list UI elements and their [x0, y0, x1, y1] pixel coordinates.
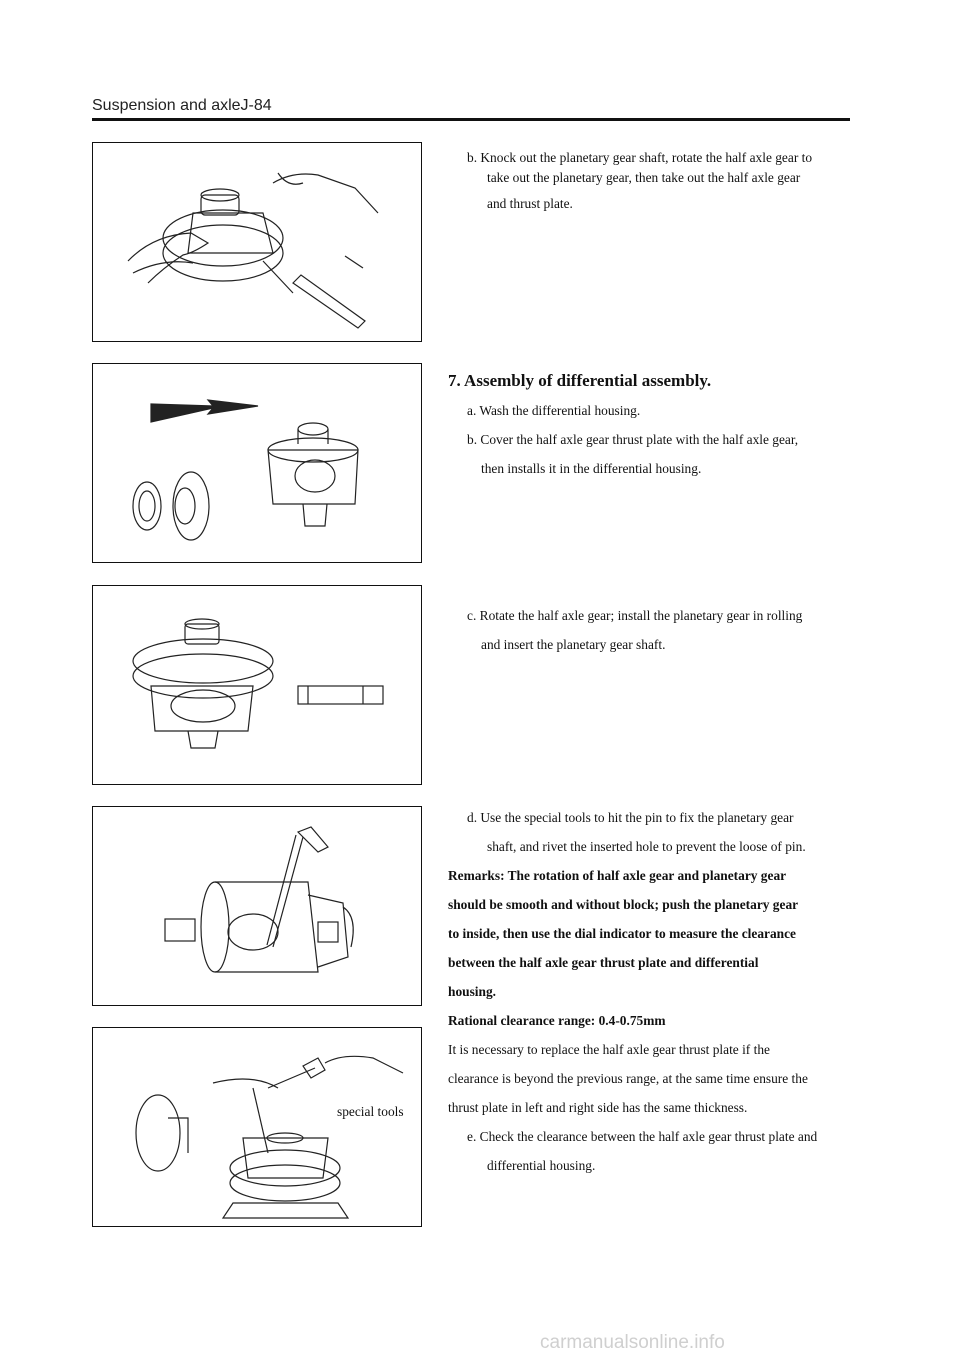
header-rule [92, 118, 850, 121]
figure-1-drawing [93, 143, 422, 342]
remarks-line-4: between the half axle gear thrust plate and differential [448, 955, 759, 970]
step-b-assembly-line-2: then installs it in the differential housing. [481, 461, 702, 476]
section-7-heading: 7. Assembly of differential assembly. [448, 371, 712, 390]
figure-disassembly-planetary-gear [92, 142, 422, 342]
step-d-line-2: shaft, and rivet the inserted hole to prevent the loose of pin. [487, 839, 806, 854]
step-b-assembly-line-1: b. Cover the half axle gear thrust plate with the half axle gear, [467, 432, 799, 447]
note-line-1: It is necessary to replace the half axle gear thrust plate if the [448, 1042, 770, 1057]
figure-pin-fixing [92, 806, 422, 1006]
note-line-2: clearance is beyond the previous range, at the same time ensure the [448, 1071, 808, 1086]
figure-special-tools [92, 1027, 422, 1227]
figure-4-drawing [93, 807, 422, 1006]
step-c-line-1: c. Rotate the half axle gear; install the planetary gear in rolling [467, 608, 803, 623]
step-a: a. Wash the differential housing. [467, 403, 641, 418]
remarks-line-2: should be smooth and without block; push the planetary gear [448, 897, 799, 912]
figure-2-drawing [93, 364, 422, 563]
step-b-line-2: take out the planetary gear, then take out the half axle gear [487, 170, 801, 185]
step-b-line-3: and thrust plate. [487, 196, 573, 211]
step-d-line-1: d. Use the special tools to hit the pin to fix the planetary gear [467, 810, 794, 825]
figure-planetary-gear-shaft [92, 585, 422, 785]
clearance-range: Rational clearance range: 0.4-0.75mm [448, 1013, 666, 1028]
page-header: Suspension and axleJ-84 [92, 97, 272, 114]
watermark: carmanualsonline.info [540, 1332, 725, 1353]
step-c-line-2: and insert the planetary gear shaft. [481, 637, 666, 652]
figure-5-drawing [93, 1028, 422, 1227]
remarks-line-1: Remarks: The rotation of half axle gear and planetary gear [448, 868, 787, 883]
remarks-line-3: to inside, then use the dial indicator to measure the clearance [448, 926, 797, 941]
note-line-3: thrust plate in left and right side has the same thickness. [448, 1100, 748, 1115]
special-tools-label: special tools [337, 1104, 404, 1119]
step-b-line-1: b. Knock out the planetary gear shaft, rotate the half axle gear to [467, 150, 813, 165]
figure-thrust-plate-install [92, 363, 422, 563]
remarks-line-5: housing. [448, 984, 497, 999]
step-e-line-2: differential housing. [487, 1158, 596, 1173]
figure-3-drawing [93, 586, 422, 785]
step-e-line-1: e. Check the clearance between the half axle gear thrust plate and [467, 1129, 818, 1144]
